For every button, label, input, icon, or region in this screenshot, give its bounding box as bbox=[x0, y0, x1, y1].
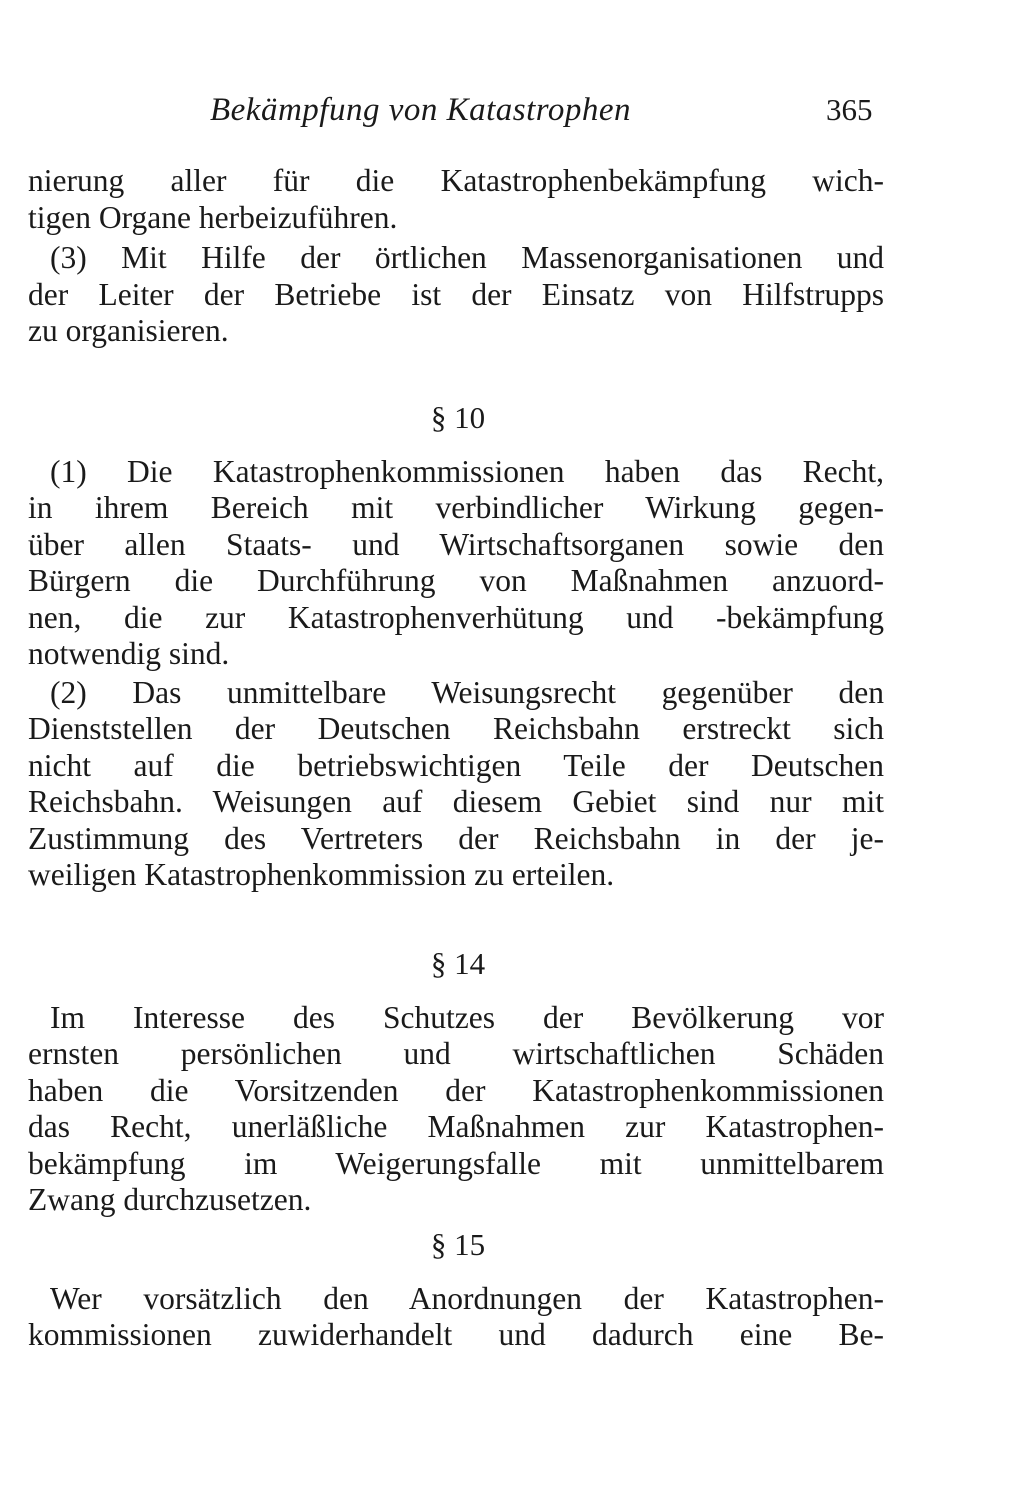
text-line: Wer vorsätzlich den Anordnungen der Katastrophen- bbox=[50, 1280, 884, 1316]
text-line: (2) Das unmittelbare Weisungsrecht gegenüber den bbox=[50, 674, 884, 710]
text-line: Zwang durchzusetzen. bbox=[28, 1182, 312, 1217]
text-line: Dienststellen der Deutschen Reichsbahn erstreckt sich bbox=[28, 711, 884, 746]
text-line: ernsten persönlichen und wirtschaftlichen Schäden bbox=[28, 1036, 884, 1071]
text-line: Bürgern die Durchführung von Maßnahmen anzuord- bbox=[28, 563, 884, 598]
text-line: zu organisieren. bbox=[28, 313, 229, 348]
text-line: über allen Staats- und Wirtschaftsorganen sowie den bbox=[28, 526, 884, 562]
section-14-paragraph bbox=[28, 1000, 884, 1219]
running-head bbox=[0, 92, 1024, 142]
text-line: kommissionen zuwiderhandelt und dadurch eine Be- bbox=[28, 1317, 884, 1352]
text-line: (1) Die Katastrophenkommissionen haben das Recht, bbox=[50, 453, 884, 489]
text-line: nierung aller für die Katastrophenbekämpfung wich- bbox=[28, 163, 884, 198]
running-title: Bekämpfung von Katastrophen bbox=[210, 92, 632, 128]
text-line: weiligen Katastrophenkommission zu erteilen. bbox=[28, 857, 615, 892]
text-line: Reichsbahn. Weisungen auf diesem Gebiet sind nur mit bbox=[28, 784, 884, 819]
text-line: (3) Mit Hilfe der örtlichen Massenorganisationen und bbox=[50, 240, 884, 275]
section-10-paragraph-1 bbox=[28, 454, 884, 673]
section-heading-10: § 10 bbox=[430, 399, 486, 435]
text-line: in ihrem Bereich mit verbindlicher Wirkung gegen- bbox=[28, 490, 884, 525]
text-line: Zustimmung des Vertreters der Reichsbahn in der je- bbox=[28, 820, 884, 856]
text-line: nen, die zur Katastrophenverhütung und -bekämpfung bbox=[28, 599, 884, 635]
page-number: 365 bbox=[826, 92, 873, 127]
text-line: der Leiter der Betriebe ist der Einsatz von Hilfstrupps bbox=[28, 276, 884, 312]
paragraph-3 bbox=[28, 240, 884, 350]
section-15-paragraph bbox=[28, 1281, 884, 1354]
page-body bbox=[28, 163, 884, 1354]
text-line: nicht auf die betriebswichtigen Teile der Deutschen bbox=[28, 747, 884, 783]
section-10-paragraph-2 bbox=[28, 675, 884, 894]
text-line: tigen Organe herbeizuführen. bbox=[28, 199, 398, 235]
text-line: das Recht, unerläßliche Maßnahmen zur Katastrophen- bbox=[28, 1109, 884, 1144]
text-line: haben die Vorsitzenden der Katastrophenkommissionen bbox=[28, 1072, 884, 1108]
text-line: Im Interesse des Schutzes der Bevölkerung vor bbox=[50, 999, 884, 1035]
section-heading-15: § 15 bbox=[430, 1226, 486, 1262]
text-line: notwendig sind. bbox=[28, 636, 230, 671]
text-line: bekämpfung im Weigerungsfalle mit unmittelbarem bbox=[28, 1145, 884, 1181]
paragraph-continuation bbox=[28, 163, 884, 236]
section-heading-14: § 14 bbox=[430, 945, 486, 981]
